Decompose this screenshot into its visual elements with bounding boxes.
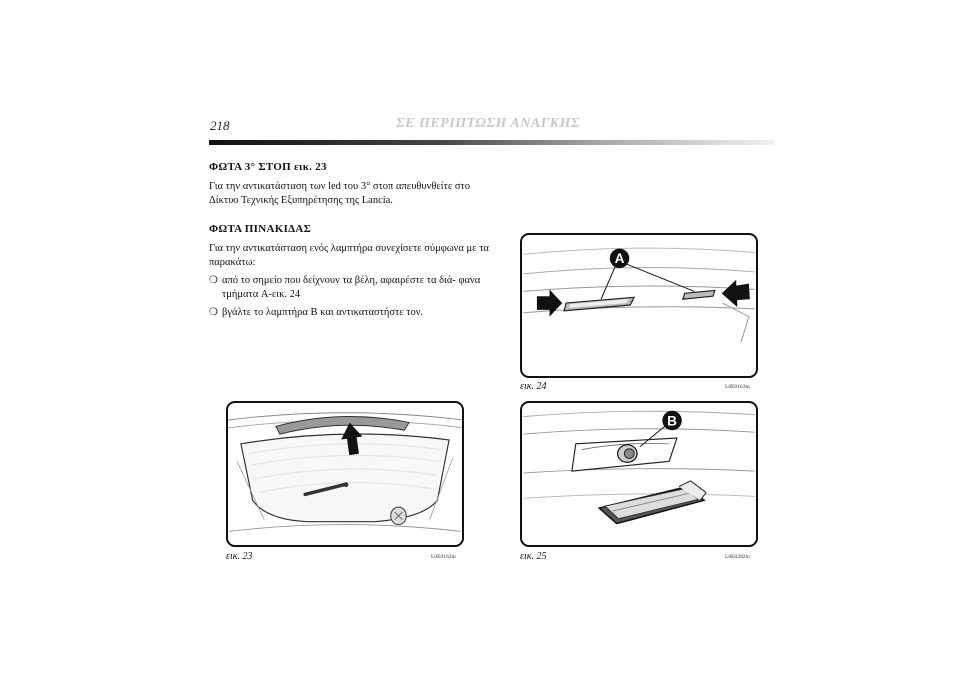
arrow-left-icon [722,280,750,307]
section-header-title: ΣΕ ΠΕΡΙΠΤΩΣΗ ΑΝΑΓΚΗΣ [396,116,581,131]
figure-caption: εικ. 24 [520,381,547,392]
list-item-text: βγάλτε το λαμπτήρα B και αντικαταστήστε τον. [222,307,424,318]
plate-light-covers-illustration [522,235,756,376]
arrow-right-icon [537,289,562,316]
section-body: Για την αντικατάσταση ενός λαμπτήρα συνεχίσετε σύμφωνα με τα παρακάτω: [209,243,489,268]
figure-caption: εικ. 23 [226,551,253,562]
list-item-text: από το σημείο που δείχνουν τα βέλη, αφαιρέστε τα διά- φανα τμήματα A-εικ. 24 [222,275,481,300]
figure-code: L0E0162m [431,554,456,560]
third-brake-light-illustration [228,403,462,545]
figure-24 [520,233,758,398]
list-item [209,274,494,302]
bullet-icon: ❍ [209,307,218,318]
plate-light-bulb-illustration [522,403,756,545]
figure-code: L0E0282m [725,554,750,560]
header-rule [209,140,775,145]
figure-code: L0E0163m [725,384,750,390]
figure-frame [520,233,758,378]
label-b: B [667,413,677,429]
page-number: 218 [210,118,230,133]
section-plate-lights [209,222,494,320]
figure-23 [226,401,464,573]
section-third-brake-light [209,160,494,208]
figure-frame [226,401,464,547]
list-item [209,306,494,320]
text-column [209,160,494,334]
figure-25 [520,401,758,573]
figure-frame [520,401,758,547]
label-a: A [614,251,625,267]
figure-caption: εικ. 25 [520,551,547,562]
section-body: Για την αντικατάσταση των led του 3° στοπ απευθυνθείτε στο Δίκτυο Τεχνικής Εξυπηρέτησης της Lancia. [209,181,471,206]
section-heading: ΦΩΤΑ ΠΙΝΑΚΙΔΑΣ [209,223,312,235]
section-heading: ΦΩΤΑ 3° ΣΤΟΠ εικ. 23 [209,161,327,173]
bullet-icon: ❍ [209,275,218,286]
